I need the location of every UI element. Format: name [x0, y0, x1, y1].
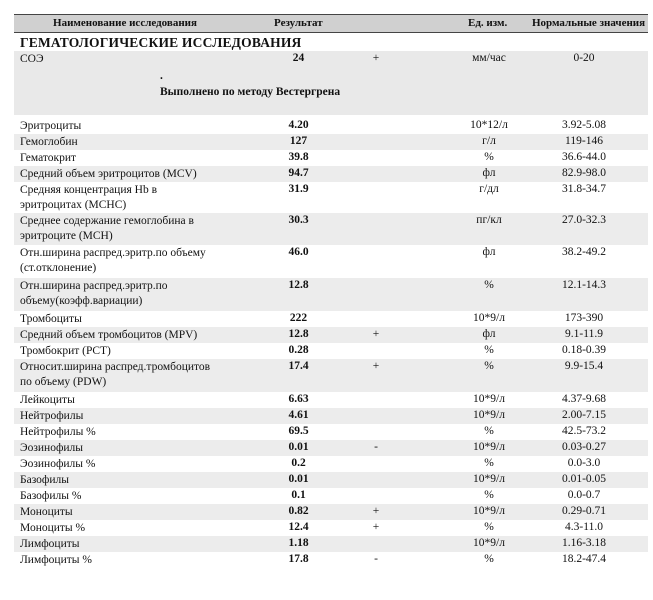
row-norm: 0.01-0.05	[561, 473, 607, 485]
row-norm: 119-146	[565, 135, 603, 147]
table-row	[14, 150, 648, 166]
table-row	[14, 327, 648, 343]
table-row	[14, 311, 648, 327]
row-norm: 0-20	[573, 52, 595, 64]
row-name: Лейкоциты	[20, 394, 75, 406]
row-norm: 173-390	[564, 312, 604, 324]
header-norm: Нормальные значения	[532, 17, 646, 29]
row-name: Нейтрофилы %	[20, 426, 96, 438]
row-value: 17.8	[288, 553, 309, 565]
table-row	[14, 504, 648, 520]
row-norm: 4.3-11.0	[565, 521, 603, 533]
row-value: 0.01	[288, 441, 309, 453]
row-value: 4.20	[288, 119, 309, 131]
row-name: Относит.ширина распред.тромбоцитов по объему (PDW)	[20, 361, 211, 388]
row-unit: 10*9/л	[473, 441, 505, 453]
row-flag: +	[372, 505, 380, 517]
table-row	[14, 359, 648, 392]
row-unit: 10*9/л	[473, 409, 505, 421]
row-value: 127	[289, 135, 308, 147]
method-dot: .	[160, 70, 163, 82]
row-norm: 42.5-73.2	[561, 425, 607, 437]
row-value: 94.7	[288, 167, 309, 179]
row-name: Базофилы	[20, 474, 70, 486]
row-name: Средний объем эритроцитов (MCV)	[20, 168, 197, 180]
row-unit: г/дл	[479, 183, 499, 195]
row-name: Тромбоциты	[20, 313, 82, 325]
row-norm: 82.9-98.0	[561, 167, 607, 179]
table-row	[14, 472, 648, 488]
table-row	[14, 424, 648, 440]
row-name: Нейтрофилы	[20, 410, 84, 422]
row-flag: +	[372, 328, 380, 340]
row-name: Среднее содержание гемоглобина в эритроците (MCH)	[20, 215, 194, 242]
row-name: Лимфоциты %	[20, 554, 92, 566]
section-title: ГЕМАТОЛОГИЧЕСКИЕ ИССЛЕДОВАНИЯ	[20, 35, 302, 50]
table-row	[14, 408, 648, 424]
row-name: Эритроциты	[20, 120, 82, 132]
row-flag: +	[372, 360, 380, 372]
table-row	[14, 343, 648, 359]
row-name: Эозинофилы	[20, 442, 84, 454]
row-unit: %	[484, 360, 494, 372]
header-name: Наименование исследования	[53, 17, 197, 29]
row-unit: 10*9/л	[473, 473, 505, 485]
row-unit: %	[484, 151, 494, 163]
row-value: 6.63	[288, 393, 309, 405]
row-name: Базофилы %	[20, 490, 82, 502]
table-row	[14, 536, 648, 552]
row-flag: -	[374, 441, 378, 453]
row-flag: -	[374, 553, 378, 565]
row-unit: 10*9/л	[473, 505, 505, 517]
row-unit: 10*9/л	[473, 393, 505, 405]
method-note: Выполнено по методу Вестергрена	[160, 86, 341, 98]
row-norm: 9.1-11.9	[565, 328, 603, 340]
row-norm: 1.16-3.18	[561, 537, 607, 549]
row-value: 4.61	[288, 409, 309, 421]
row-unit: 10*12/л	[470, 119, 508, 131]
table-row	[14, 213, 648, 245]
row-name: Лимфоциты	[20, 538, 80, 550]
table-row	[14, 456, 648, 472]
row-name: Моноциты %	[20, 522, 86, 534]
table-row	[14, 118, 648, 134]
table-row	[14, 440, 648, 456]
row-value: 39.8	[288, 151, 309, 163]
table-row	[14, 278, 648, 311]
row-value: 0.1	[291, 489, 306, 501]
row-value: 24	[292, 52, 305, 64]
row-name: Гематокрит	[20, 152, 77, 164]
row-norm: 3.92-5.08	[561, 119, 607, 131]
row-name: СОЭ	[20, 53, 44, 65]
row-value: 12.8	[288, 279, 309, 291]
row-norm: 0.29-0.71	[561, 505, 607, 517]
header-result: Результат	[274, 17, 323, 29]
row-unit: %	[484, 521, 494, 533]
row-value: 30.3	[288, 214, 309, 226]
row-value: 12.4	[288, 521, 309, 533]
row-value: 222	[289, 312, 308, 324]
row-value: 0.28	[288, 344, 309, 356]
row-flag: +	[372, 521, 380, 533]
row-value: 12.8	[288, 328, 309, 340]
row-name: Средняя концентрация Hb в эритроцитах (MCHC)	[20, 184, 158, 211]
row-value: 17.4	[288, 360, 309, 372]
row-unit: г/л	[482, 135, 496, 147]
row-value: 0.82	[288, 505, 309, 517]
row-norm: 12.1-14.3	[561, 279, 607, 291]
row-unit: пг/кл	[476, 214, 502, 226]
row-norm: 0.0-3.0	[567, 457, 601, 469]
row-value: 1.18	[288, 537, 309, 549]
row-norm: 0.0-0.7	[567, 489, 601, 501]
row-norm: 0.03-0.27	[561, 441, 607, 453]
row-norm: 9.9-15.4	[564, 360, 604, 372]
row-name: Эозинофилы %	[20, 458, 96, 470]
row-unit: %	[484, 279, 494, 291]
row-unit: мм/час	[472, 52, 506, 64]
row-value: 69.5	[288, 425, 309, 437]
row-unit: %	[484, 489, 494, 501]
row-norm: 31.8-34.7	[561, 183, 607, 195]
row-name: Моноциты	[20, 506, 73, 518]
table-row	[14, 245, 648, 278]
row-name: Гемоглобин	[20, 136, 78, 148]
row-value: 46.0	[288, 246, 309, 258]
table-row	[14, 552, 648, 568]
row-norm: 0.18-0.39	[561, 344, 607, 356]
row-flag: +	[372, 52, 380, 64]
table-row	[14, 182, 648, 213]
row-norm: 18.2-47.4	[561, 553, 607, 565]
row-unit: фл	[482, 246, 496, 258]
table-row	[14, 166, 648, 182]
row-unit: фл	[482, 167, 496, 179]
header-unit: Ед. изм.	[468, 17, 508, 29]
table-row-esr	[14, 52, 648, 68]
row-norm: 38.2-49.2	[561, 246, 607, 258]
row-norm: 36.6-44.0	[561, 151, 607, 163]
row-value: 0.2	[291, 457, 306, 469]
row-norm: 27.0-32.3	[561, 214, 607, 226]
row-norm: 2.00-7.15	[561, 409, 607, 421]
table-row	[14, 520, 648, 536]
table-header	[14, 14, 648, 33]
row-value: 31.9	[288, 183, 309, 195]
row-unit: %	[484, 425, 494, 437]
row-name: Средний объем тромбоцитов (MPV)	[20, 329, 198, 341]
table-row	[14, 488, 648, 504]
row-norm: 4.37-9.68	[561, 393, 607, 405]
table-row	[14, 134, 648, 150]
row-unit: %	[484, 344, 494, 356]
row-name: Тромбокрит (PCT)	[20, 345, 111, 357]
row-unit: 10*9/л	[473, 537, 505, 549]
row-unit: фл	[482, 328, 496, 340]
row-unit: 10*9/л	[473, 312, 505, 324]
row-value: 0.01	[288, 473, 309, 485]
row-name: Отн.ширина распред.эритр.по объему(коэфф.вариации)	[20, 280, 168, 307]
row-name: Отн.ширина распред.эритр.по объему (ст.отклонение)	[20, 247, 206, 274]
row-unit: %	[484, 457, 494, 469]
row-unit: %	[484, 553, 494, 565]
table-row	[14, 392, 648, 408]
